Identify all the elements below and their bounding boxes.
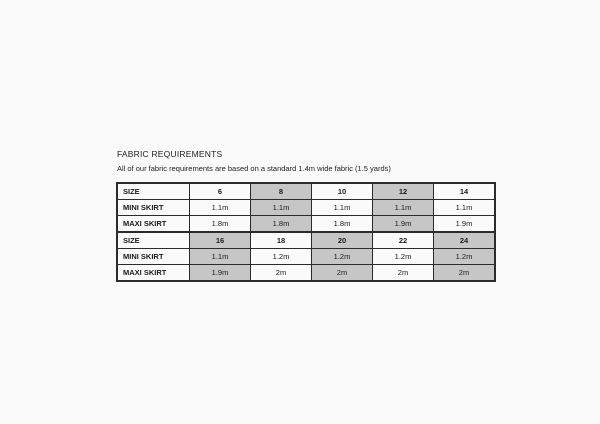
size-cell: 16 [190,232,251,249]
row-label-cell: MINI SKIRT [117,249,190,265]
fabric-length-cell: 1.8m [312,216,373,233]
fabric-length-cell: 1.8m [251,216,312,233]
table-row [117,200,495,216]
size-cell: 10 [312,183,373,200]
table-row [117,183,495,200]
page-title: FABRIC REQUIREMENTS [117,149,223,159]
fabric-length-cell: 1.9m [190,265,251,282]
fabric-length-cell: 1.2m [312,249,373,265]
size-cell: 22 [373,232,434,249]
fabric-length-cell: 1.2m [373,249,434,265]
fabric-length-cell: 2m [434,265,496,282]
size-cell: 12 [373,183,434,200]
size-cell: 8 [251,183,312,200]
table-row [117,232,495,249]
fabric-length-cell: 1.1m [251,200,312,216]
row-label-cell: SIZE [117,232,190,249]
page-subtitle: All of our fabric requirements are based on a standard 1.4m wide fabric (1.5 yards) [117,164,391,173]
fabric-length-cell: 1.9m [373,216,434,233]
row-label-cell: MAXI SKIRT [117,265,190,282]
table-row [117,249,495,265]
fabric-length-cell: 1.1m [434,200,496,216]
size-cell: 18 [251,232,312,249]
size-cell: 24 [434,232,496,249]
fabric-requirements-section [116,149,496,282]
table-row [117,265,495,282]
fabric-length-cell: 1.8m [190,216,251,233]
fabric-length-cell: 2m [373,265,434,282]
row-label-cell: MINI SKIRT [117,200,190,216]
row-label-cell: SIZE [117,183,190,200]
table-row [117,216,495,233]
fabric-length-cell: 2m [251,265,312,282]
fabric-length-cell: 1.1m [373,200,434,216]
fabric-length-cell: 2m [312,265,373,282]
fabric-requirements-table [116,182,496,282]
fabric-table-body [117,183,495,281]
fabric-length-cell: 1.1m [190,200,251,216]
size-cell: 14 [434,183,496,200]
size-cell: 20 [312,232,373,249]
fabric-length-cell: 1.2m [251,249,312,265]
fabric-length-cell: 1.1m [312,200,373,216]
row-label-cell: MAXI SKIRT [117,216,190,233]
fabric-length-cell: 1.9m [434,216,496,233]
fabric-length-cell: 1.1m [190,249,251,265]
size-cell: 6 [190,183,251,200]
fabric-length-cell: 1.2m [434,249,496,265]
